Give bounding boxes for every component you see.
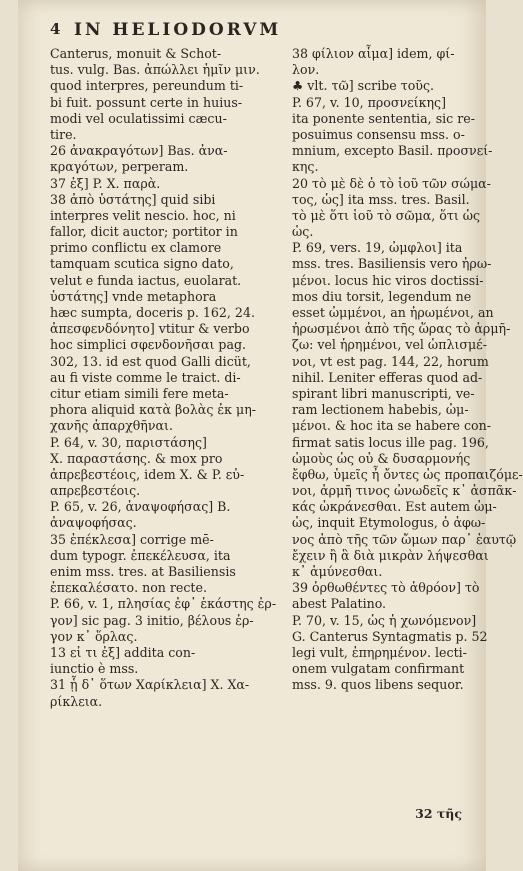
text-line: primo conflictu ex clamore	[50, 240, 222, 256]
text-line: velut e funda iactus, euolarat.	[50, 272, 242, 288]
text-line: ὑστάτης] vnde metaphora	[50, 288, 217, 304]
text-line: 13 εἰ τι ἐξ] addita con-	[50, 644, 196, 660]
book-page	[18, 0, 523, 871]
text-line: 20 τὸ μὲ δὲ ὁ τὸ ἱοῦ τῶν σώμα-	[292, 175, 491, 191]
text-line: τὸ μὲ ὅτι ἱοῦ τὸ σῶμα, ὅτι ὡς	[292, 207, 481, 223]
text-line: citur etiam simili fere meta-	[50, 385, 229, 401]
text-line: hæc sumpta, doceris p. 162, 24.	[50, 305, 255, 320]
text-line: μένοι. locus hic viros doctissi-	[292, 272, 484, 288]
text-line: μένοι. & hoc ita se habere con-	[292, 418, 491, 434]
text-line: enim mss. tres. at Basiliensis	[50, 564, 236, 579]
text-line: posuimus consensu mss. o-	[292, 126, 465, 142]
catchword: 32 τῆς	[415, 806, 462, 821]
text-line: ♣ vlt. τῶ] scribe τοῦς.	[292, 78, 434, 94]
text-line: 302, 13. id est quod Galli dicüt,	[50, 353, 251, 369]
text-line: spirant libri manuscripti, ve-	[292, 385, 475, 401]
text-line: Canterus, monuit & Schot-	[50, 46, 222, 61]
text-line: abest Palatino.	[292, 596, 387, 612]
text-line: P. 67, v. 10, προσνείκης]	[292, 94, 446, 110]
text-line: 38 φίλιον αἷμα] idem, φί-	[292, 46, 455, 61]
text-line: ἔφθω, ὑμεῖς ἦ ὄντες ὡς προπαιζόμε-	[292, 466, 523, 482]
text-line: P. 65, v. 26, ἀναψοφήσας] B.	[50, 499, 231, 515]
text-line: γον κ᾽ ὅρλας.	[50, 628, 138, 644]
text-line: onem vulgatam confirmant	[292, 661, 465, 677]
text-line: interpres velit nescio. hoc, ni	[50, 207, 236, 223]
right-column	[292, 46, 523, 694]
text-line: legi vult, ἐπηρημένον. lecti-	[292, 644, 467, 660]
text-line: ita ponente sententia, sic re-	[292, 110, 475, 126]
text-line: P. 64, v. 30, παριστάσης]	[50, 434, 207, 450]
left-column	[50, 46, 277, 710]
text-line: 26 ἀνακραγότων] Bas. ἀνα-	[50, 143, 228, 159]
text-line: ram lectionem habebis, ὠμ-	[292, 402, 469, 418]
text-line: 37 ἐξ] P. X. παρὰ.	[50, 175, 161, 191]
text-line: 38 ἀπὸ ὑστάτης] quid sibi	[50, 191, 216, 207]
text-line: mnium, excepto Basil. προσνεί-	[292, 143, 493, 159]
text-line: ὡς, inquit Etymologus, ὁ ἀφω-	[292, 515, 486, 531]
text-line: ἀπρεβεστέοις, idem X. & P. εὐ-	[50, 466, 245, 482]
text-line: 31 ᾗ δ᾽ ὅτων Χαρίκλεια] X. Χα-	[50, 677, 250, 693]
text-line: απρεβεστέοις.	[50, 483, 141, 499]
text-line: ὠμοὺς ὡς οὐ & δυσαρμονής	[292, 450, 471, 466]
text-line: χανῆς ἀπαρχθῆναι.	[50, 418, 173, 434]
text-line: mos diu torsit, legendum ne	[292, 288, 472, 304]
text-line: 39 ὀρθωθέντες τὸ ἀθρόον] τὸ	[292, 580, 480, 596]
text-line: ἀναψοφήσας.	[50, 515, 137, 531]
page-number: 4	[50, 20, 64, 38]
text-line: κ᾽ ἀμύνεσθαι.	[292, 564, 383, 579]
text-line: ἀπεσφενδόνητο] vtitur & verbo	[50, 321, 250, 337]
text-line: mss. 9. quos libens sequor.	[292, 677, 464, 693]
text-line: νοι, ἀρμῆ τινος ὠνωδεῖς κ᾽ ἀσπᾶκ-	[292, 483, 517, 499]
text-line: mss. tres. Basiliensis vero ἠρω-	[292, 256, 492, 272]
text-line: κης.	[292, 159, 319, 175]
text-line: P. 70, v. 15, ὡς ἡ χωνόμενον]	[292, 612, 477, 628]
text-line: dum typogr. ἐπεκέλευσα, ita	[50, 547, 231, 563]
text-line: ρίκλεια.	[50, 693, 103, 709]
text-line: ὡς.	[292, 224, 314, 240]
text-line: fallor, dicit auctor; portitor in	[50, 224, 238, 240]
page-header	[50, 20, 466, 44]
text-line: au fi viste comme le traict. di-	[50, 369, 241, 385]
text-line: νοι, vt est pag. 144, 22, horum	[292, 353, 489, 369]
text-line: νος ἀπὸ τῆς τῶν ὤμων παρ᾽ ἑαυτῷ	[292, 531, 517, 547]
text-line: ἔχειν ἢ ἃ διὰ μικρὰν λήψεσθαι	[292, 547, 489, 563]
text-line: X. παραστάσης. & mox pro	[50, 450, 223, 466]
text-line: hoc simplici σφενδονῆσαι pag.	[50, 337, 247, 353]
text-line: nihil. Leniter efferas quod ad-	[292, 369, 483, 385]
text-line: κραγότων, perperam.	[50, 159, 189, 175]
text-line: 35 ἐπέκλεσα] corrige mē-	[50, 531, 214, 547]
text-line: esset ὠμμένοι, an ἠρωμένοι, an	[292, 305, 494, 320]
text-line: G. Canterus Syntagmatis p. 52	[292, 628, 488, 644]
text-line: bi fuit. possunt certe in huius-	[50, 94, 243, 110]
text-line: P. 66, v. 1, πλησίας ἐφ᾽ ἑκάστης ἐρ-	[50, 596, 277, 612]
text-line: firmat satis locus ille pag. 196,	[292, 434, 489, 450]
text-line: modi vel oculatissimi cæcu-	[50, 110, 227, 126]
text-line: ζω: vel ἡρημένοι, vel ὡπλισμέ-	[292, 337, 487, 353]
text-line: P. 69, vers. 19, ὠμφλοι] ita	[292, 240, 463, 256]
text-line: iunctio è mss.	[50, 661, 139, 677]
text-line: ἠρωσμένοι ἀπὸ τῆς ὥρας τὸ ἀρμῆ-	[292, 321, 511, 337]
text-line: λον.	[292, 62, 320, 78]
text-line: quod interpres, pereundum ti-	[50, 78, 244, 94]
text-line: κάς ὠκράνεσθαι. Est autem ὠμ-	[292, 499, 497, 515]
text-line: phora aliquid κατὰ βολὰς ἐκ μη-	[50, 402, 256, 418]
text-line: tus. vulg. Bas. ἀπώλλει ἡμῖν μιν.	[50, 62, 260, 78]
text-line: γον] sic pag. 3 initio, βέλουs ἐρ-	[50, 612, 254, 628]
text-line: τος, ὡς] ita mss. tres. Basil.	[292, 191, 470, 207]
text-line: ἐπεκαλέσατο. non recte.	[50, 580, 207, 596]
text-line: tamquam scutica signo dato,	[50, 256, 234, 272]
running-head: IN HELIODORVM	[74, 20, 282, 40]
text-line: tire.	[50, 126, 77, 142]
